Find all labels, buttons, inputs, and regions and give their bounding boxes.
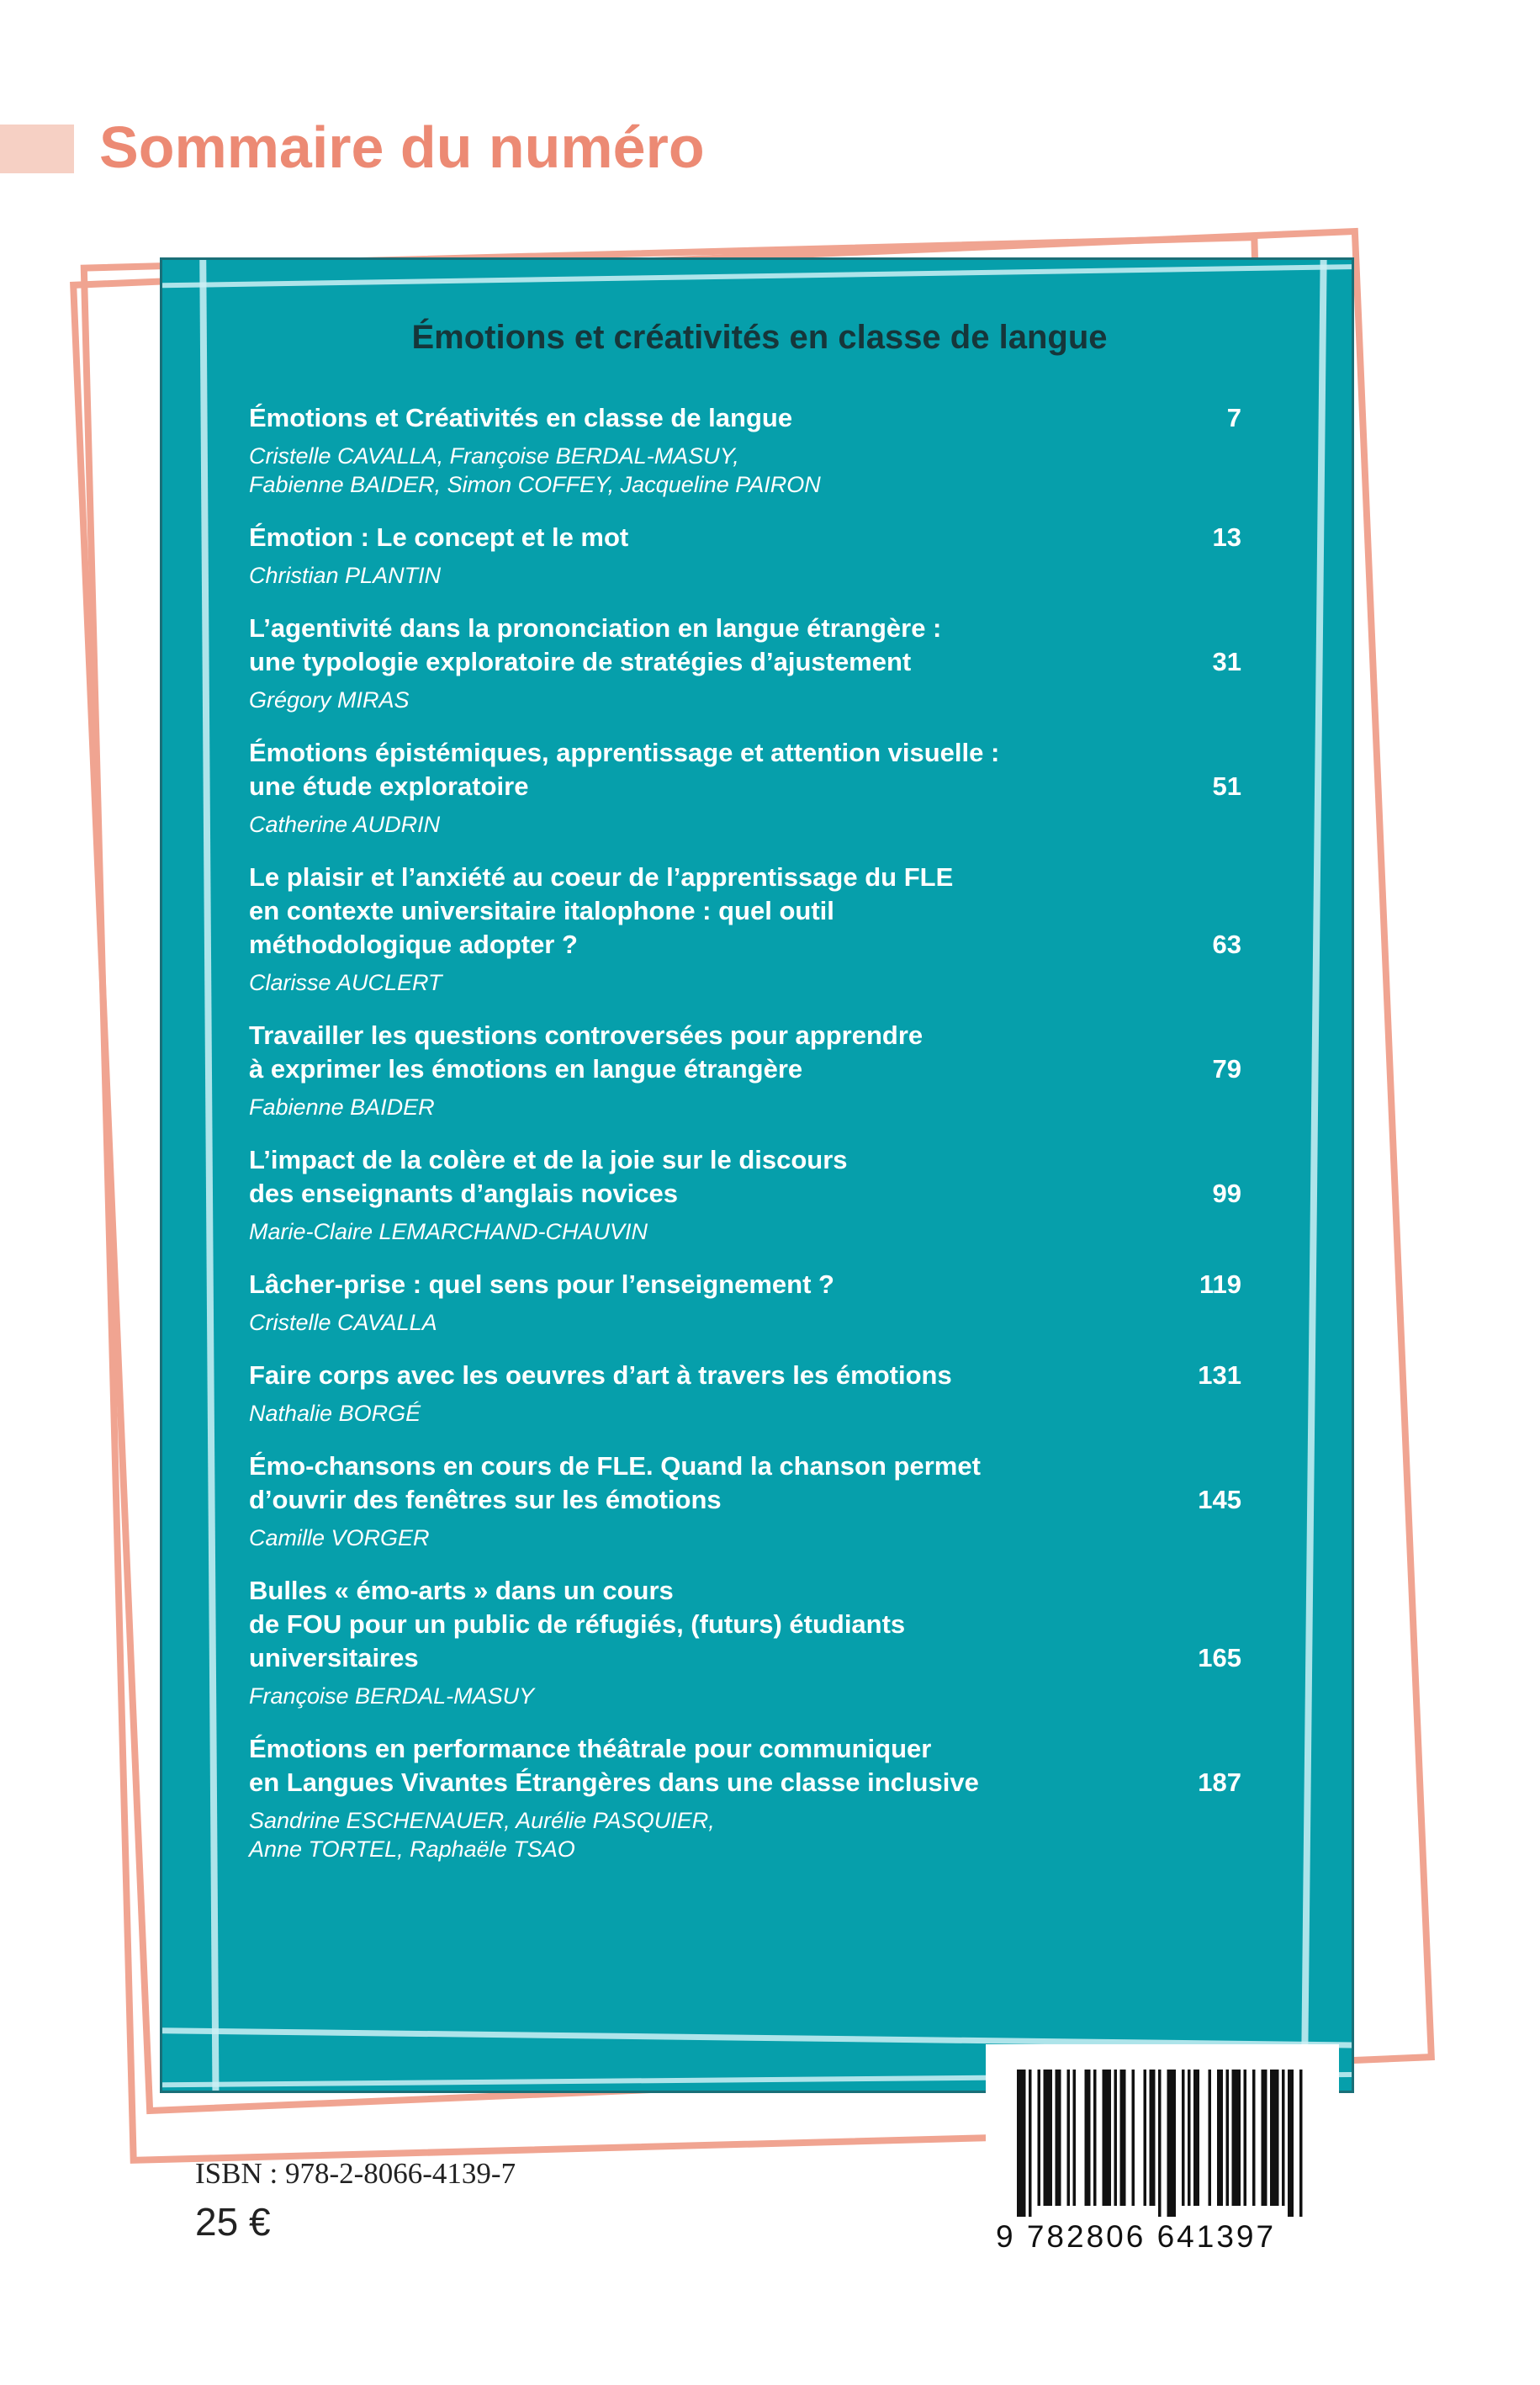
- barcode-bar: [1262, 2070, 1267, 2206]
- heading-accent-block: [0, 125, 74, 173]
- toc-entry: [249, 521, 1241, 590]
- toc-entry: [249, 401, 1241, 499]
- toc-entry-page: 165: [1198, 1643, 1241, 1672]
- barcode-bar: [1017, 2070, 1026, 2217]
- toc-entry-title: Lâcher-prise : quel sens pour l’enseignement ?: [249, 1269, 834, 1299]
- toc-entry-authors: Christian PLANTIN: [249, 563, 442, 588]
- toc-entry-title: L’impact de la colère et de la joie sur le discours des enseignants d’anglais novices: [249, 1145, 848, 1208]
- barcode-bar: [1038, 2070, 1041, 2206]
- toc-entry-heading: [249, 401, 1241, 435]
- barcode-bar: [1182, 2070, 1185, 2206]
- toc-entry-page: 13: [1212, 522, 1241, 552]
- toc-entry-heading: [249, 1450, 1241, 1517]
- toc-entry: [249, 1359, 1241, 1428]
- toc-entry: [249, 1019, 1241, 1121]
- toc-entry-authors: Nathalie BORGÉ: [249, 1401, 421, 1426]
- toc-entry-authors: Fabienne BAIDER: [249, 1094, 435, 1120]
- barcode-bar: [1299, 2070, 1303, 2217]
- barcode-bar: [1029, 2070, 1032, 2217]
- barcode-bar: [1232, 2070, 1241, 2206]
- toc-entry-authors: Camille VORGER: [249, 1525, 430, 1550]
- toc-entry: [249, 1732, 1241, 1863]
- toc-entry-page: 79: [1212, 1054, 1241, 1084]
- barcode-bar: [1132, 2070, 1135, 2206]
- toc-entry-heading: [249, 861, 1241, 962]
- toc-entry: [249, 736, 1241, 839]
- barcode-bar: [1226, 2070, 1230, 2206]
- toc-entry-heading: [249, 1732, 1241, 1799]
- toc-entry-authors: Cristelle CAVALLA: [249, 1310, 437, 1335]
- barcode-bar: [1056, 2070, 1061, 2206]
- price-label: 25 €: [195, 2200, 271, 2244]
- toc-entry-title: Faire corps avec les oeuvres d’art à travers les émotions: [249, 1360, 952, 1390]
- toc-entry-page: 7: [1226, 403, 1241, 432]
- toc-entry-authors: Grégory MIRAS: [249, 687, 410, 713]
- toc-entry-heading: [249, 612, 1241, 679]
- page-title: Sommaire du numéro: [99, 114, 705, 180]
- barcode-bar: [1093, 2070, 1097, 2206]
- toc-entry-title: L’agentivité dans la prononciation en langue étrangère : une typologie exploratoire de stratégies d’ajustement: [249, 613, 942, 676]
- panel-glow-line: [1300, 257, 1327, 2093]
- barcode-bar: [1158, 2070, 1162, 2217]
- toc-entry-authors: Marie-Claire LEMARCHAND-CHAUVIN: [249, 1219, 648, 1244]
- contents-panel: [160, 257, 1354, 2093]
- toc-entry-title: Travailler les questions controversées pour apprendre à exprimer les émotions en langue étrangère: [249, 1020, 923, 1084]
- toc-entry: [249, 1268, 1241, 1337]
- toc-entry-page: 63: [1212, 930, 1241, 959]
- toc-entry: [249, 861, 1241, 997]
- barcode-bar: [1217, 2070, 1223, 2206]
- toc-entry-heading: [249, 1359, 1241, 1392]
- toc-entry-authors: Françoise BERDAL-MASUY: [249, 1683, 535, 1709]
- toc-entry-page: 31: [1212, 647, 1241, 676]
- barcode-bar: [1193, 2070, 1199, 2206]
- panel-glow-line: [199, 257, 220, 2093]
- barcode-bar: [1044, 2070, 1053, 2206]
- barcode-bar: [1144, 2070, 1147, 2206]
- barcode-bar: [1188, 2070, 1191, 2206]
- toc-entry-heading: [249, 1143, 1241, 1211]
- toc-entry-authors: Sandrine ESCHENAUER, Aurélie PASQUIER, Anne TORTEL, Raphaële TSAO: [249, 1808, 715, 1862]
- toc-entry-page: 145: [1198, 1485, 1241, 1514]
- barcode-bar: [1150, 2070, 1156, 2206]
- toc-entry-page: 99: [1212, 1179, 1241, 1208]
- barcode-bar: [1120, 2070, 1126, 2206]
- toc-entry-title: Émotions et Créativités en classe de langue: [249, 403, 793, 432]
- toc-entry-heading: [249, 521, 1241, 554]
- issue-title: Émotions et créativités en classe de langue: [411, 319, 1108, 356]
- toc-entry-heading: [249, 1268, 1241, 1301]
- toc-entry-title: Émo-chansons en cours de FLE. Quand la chanson permet d’ouvrir des fenêtres sur les émotions: [249, 1451, 981, 1514]
- toc-entry: [249, 1450, 1241, 1552]
- barcode-bar: [1270, 2070, 1279, 2206]
- toc-entry-title: Le plaisir et l’anxiété au coeur de l’apprentissage du FLE en contexte universitaire italophone : quel outil méthodologique adopter ?: [249, 862, 954, 959]
- barcode-bar: [1252, 2070, 1256, 2206]
- barcode-bar: [1103, 2070, 1112, 2206]
- barcode-bar: [1288, 2070, 1294, 2217]
- toc-entry-heading: [249, 1574, 1241, 1675]
- toc-entry: [249, 612, 1241, 714]
- table-of-contents: [249, 401, 1241, 1885]
- barcode-bar: [1244, 2070, 1247, 2206]
- barcode-bar: [1067, 2070, 1071, 2206]
- toc-entry: [249, 1143, 1241, 1246]
- barcode-bar: [1209, 2070, 1212, 2206]
- toc-entry-page: 119: [1199, 1269, 1241, 1299]
- toc-entry-authors: Cristelle CAVALLA, Françoise BERDAL-MASUY, Fabienne BAIDER, Simon COFFEY, Jacqueline PAIRON: [249, 443, 821, 497]
- isbn-label: ISBN : 978-2-8066-4139-7: [195, 2157, 516, 2190]
- barcode: [986, 2044, 1339, 2263]
- barcode-bar: [1167, 2070, 1177, 2217]
- toc-entry-authors: Clarisse AUCLERT: [249, 970, 442, 995]
- toc-entry-page: 187: [1198, 1768, 1241, 1797]
- toc-entry-title: Émotions en performance théâtrale pour communiquer en Langues Vivantes Étrangères dans une classe inclusive: [249, 1734, 979, 1797]
- toc-entry-heading: [249, 1019, 1241, 1086]
- barcode-bar: [1085, 2070, 1091, 2206]
- barcode-bars: [1017, 2070, 1303, 2217]
- barcode-bar: [1073, 2070, 1077, 2206]
- toc-entry-title: Émotions épistémiques, apprentissage et attention visuelle : une étude exploratoire: [249, 738, 1000, 801]
- toc-entry-heading: [249, 736, 1241, 803]
- toc-entry-authors: Catherine AUDRIN: [249, 812, 441, 837]
- toc-entry: [249, 1574, 1241, 1710]
- toc-entry-page: 51: [1212, 771, 1241, 801]
- toc-entry-title: Émotion : Le concept et le mot: [249, 522, 629, 552]
- barcode-bar: [1282, 2070, 1285, 2206]
- panel-glow-line: [160, 263, 1354, 289]
- toc-entry-page: 131: [1198, 1360, 1241, 1390]
- barcode-bar: [1114, 2070, 1118, 2206]
- barcode-digits: 9 782806 641397: [996, 2219, 1277, 2254]
- toc-entry-title: Bulles « émo-arts » dans un cours de FOU pour un public de réfugiés, (futurs) étudiants universitaires: [249, 1576, 906, 1672]
